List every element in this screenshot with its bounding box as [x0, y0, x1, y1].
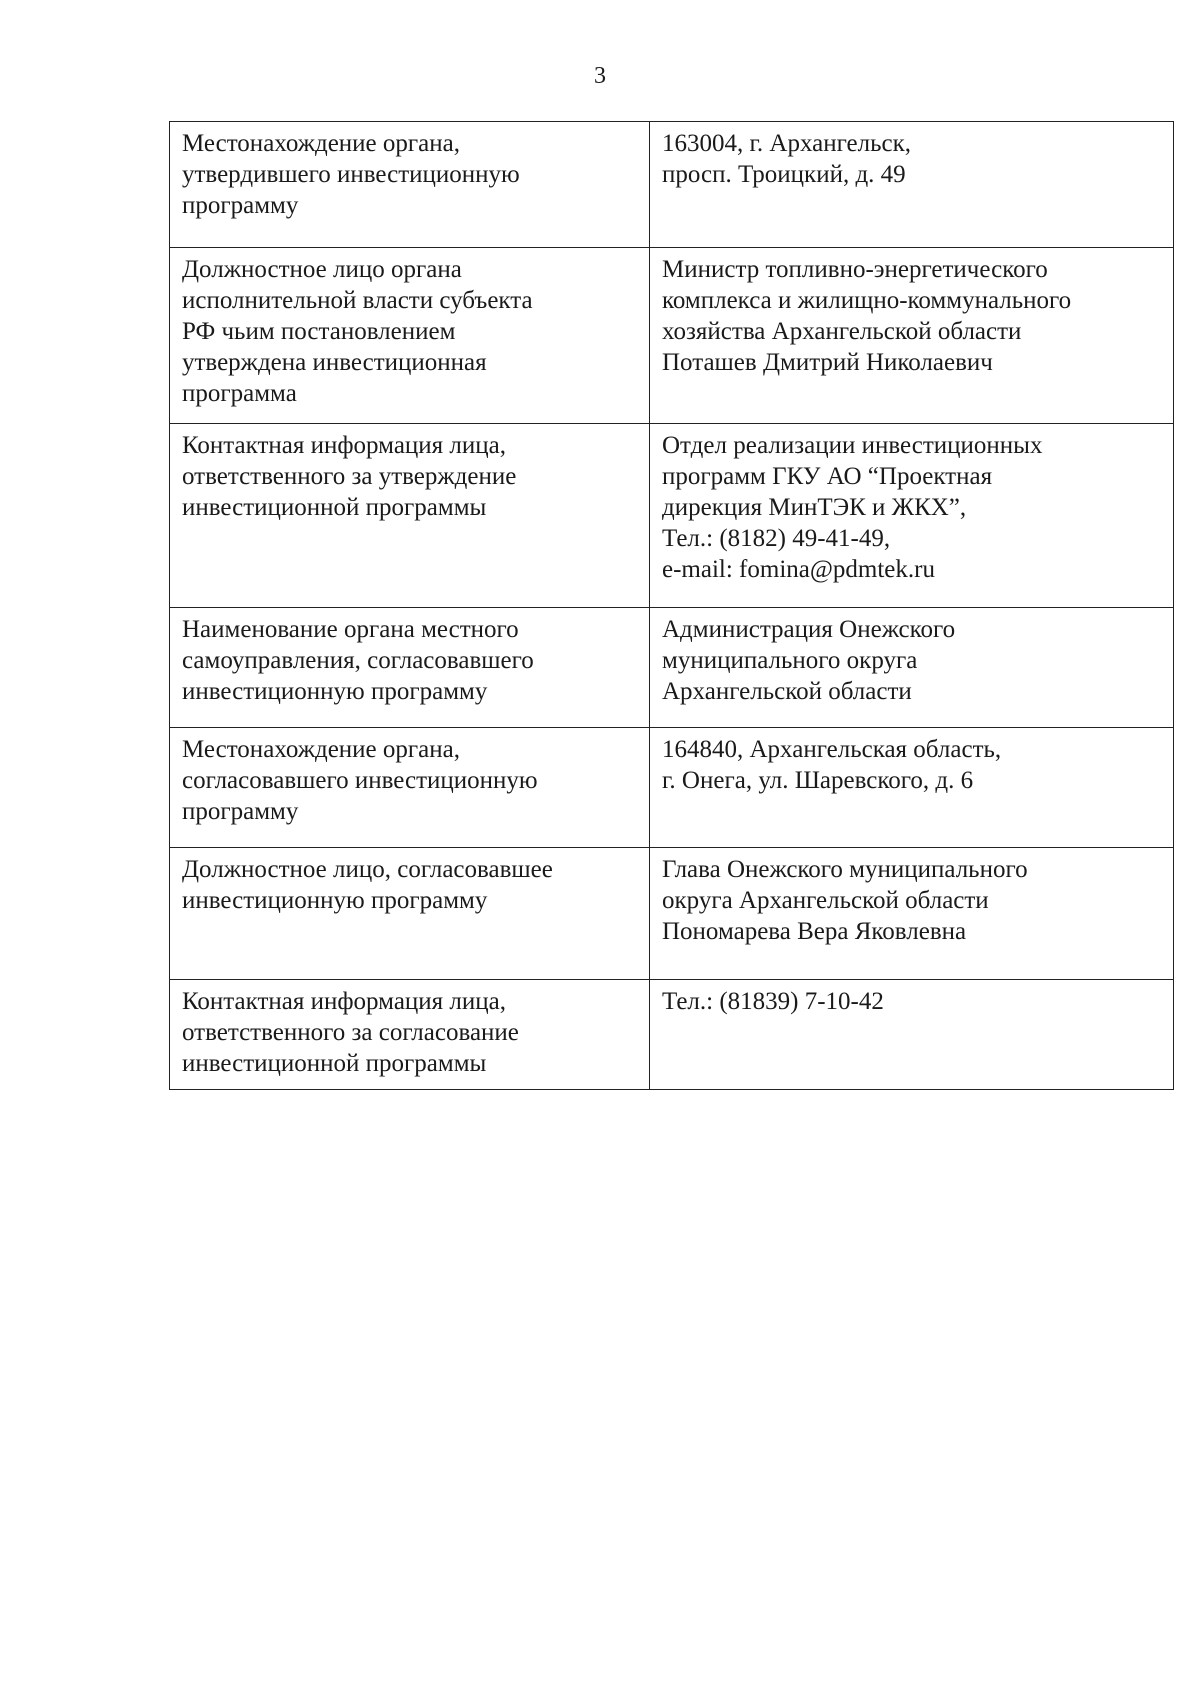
label-line: программу — [182, 192, 299, 219]
label-cell — [170, 728, 650, 848]
value-cell — [650, 248, 1174, 424]
value-line: округа Архангельской области — [662, 887, 989, 914]
label-line: программу — [182, 798, 299, 825]
label-line: утвердившего инвестиционную — [182, 161, 520, 188]
label-cell — [170, 122, 650, 248]
value-line: комплекса и жилищно-коммунального — [662, 287, 1072, 314]
phone-text: Тел.: (8182) 49-41-49, — [662, 525, 891, 552]
label-cell — [170, 248, 650, 424]
table-row — [170, 122, 1174, 248]
label-cell — [170, 608, 650, 728]
value-line: Поташев Дмитрий Николаевич — [662, 349, 993, 376]
value-line: муниципального округа — [662, 647, 918, 674]
label-line: согласовавшего инвестиционную — [182, 767, 538, 794]
label-line: ответственного за утверждение — [182, 463, 517, 490]
value-line: Министр топливно-энергетического — [662, 256, 1048, 283]
label-line: утверждена инвестиционная — [182, 349, 487, 376]
table-row — [170, 848, 1174, 980]
label-cell — [170, 980, 650, 1090]
value-cell — [650, 424, 1174, 608]
label-line: ответственного за согласование — [182, 1019, 519, 1046]
table-row — [170, 608, 1174, 728]
label-cell — [170, 848, 650, 980]
label-line: Должностное лицо, согласовавшее — [182, 856, 553, 883]
value-cell — [650, 980, 1174, 1090]
label-line: Контактная информация лица, — [182, 432, 507, 459]
value-line: Глава Онежского муниципального — [662, 856, 1028, 883]
label-cell — [170, 424, 650, 608]
value-line: Архангельской области — [662, 678, 912, 705]
page-number: 3 — [594, 63, 606, 89]
label-line: Наименование органа местного — [182, 616, 519, 643]
table-row — [170, 248, 1174, 424]
label-line: программа — [182, 380, 297, 407]
label-line: Местонахождение органа, — [182, 736, 460, 763]
table-row — [170, 728, 1174, 848]
value-cell — [650, 608, 1174, 728]
value-line: г. Онега, ул. Шаревского, д. 6 — [662, 767, 974, 794]
label-line: Местонахождение органа, — [182, 130, 460, 157]
label-line: инвестиционной программы — [182, 494, 487, 521]
value-line: Администрация Онежского — [662, 616, 956, 643]
label-line: самоуправления, согласовавшего — [182, 647, 534, 674]
value-line: программ ГКУ АО “Проектная — [662, 463, 993, 490]
value-line: 164840, Архангельская область, — [662, 736, 1002, 763]
value-line: дирекция МинТЭК и ЖКХ”, — [662, 494, 967, 521]
email-text: e-mail: fomina@pdmtek.ru — [662, 556, 935, 583]
phone-text: Тел.: (81839) 7-10-42 — [662, 988, 884, 1015]
value-line: Отдел реализации инвестиционных — [662, 432, 1043, 459]
value-line: хозяйства Архангельской области — [662, 318, 1022, 345]
label-line: инвестиционную программу — [182, 678, 488, 705]
table-row — [170, 424, 1174, 608]
value-line: Пономарева Вера Яковлевна — [662, 918, 967, 945]
value-cell — [650, 848, 1174, 980]
label-line: исполнительной власти субъекта — [182, 287, 533, 314]
table-row — [170, 980, 1174, 1090]
value-line: 163004, г. Архангельск, — [662, 130, 912, 157]
value-cell — [650, 122, 1174, 248]
label-line: инвестиционную программу — [182, 887, 488, 914]
info-table — [169, 121, 1174, 1090]
label-line: Контактная информация лица, — [182, 988, 507, 1015]
label-line: Должностное лицо органа — [182, 256, 462, 283]
value-line: просп. Троицкий, д. 49 — [662, 161, 906, 188]
label-line: инвестиционной программы — [182, 1050, 487, 1077]
value-cell — [650, 728, 1174, 848]
label-line: РФ чьим постановлением — [182, 318, 456, 345]
